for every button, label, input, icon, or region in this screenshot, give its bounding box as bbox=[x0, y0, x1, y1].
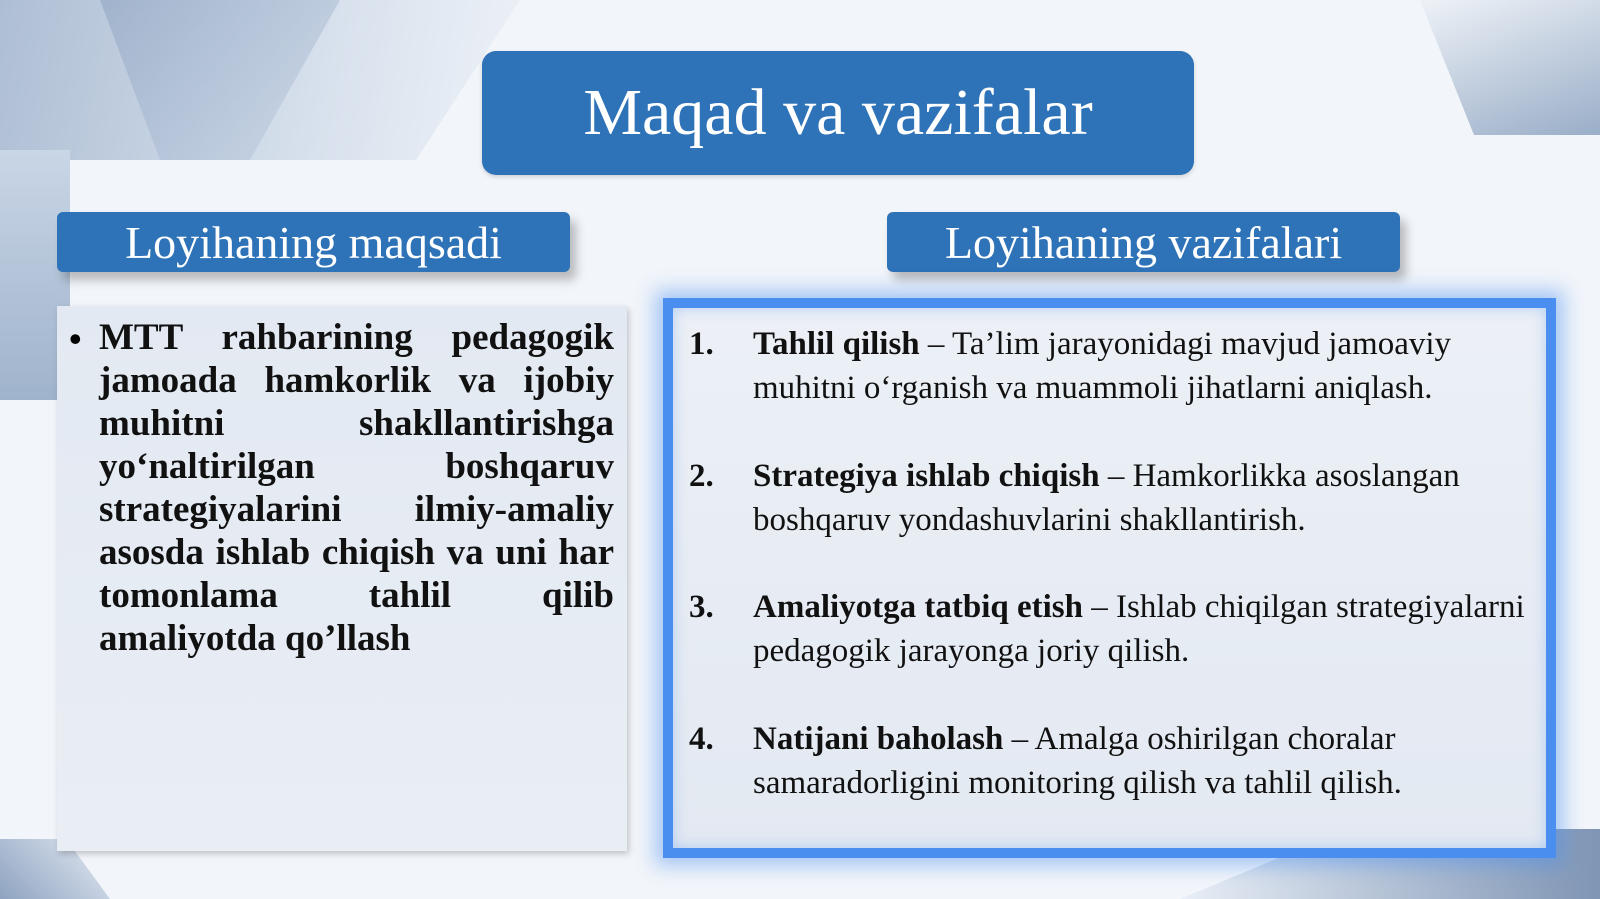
task-number: 1. bbox=[689, 326, 714, 362]
goal-header: Loyihaning maqsadi bbox=[57, 212, 570, 272]
tasks-header: Loyihaning vazifalari bbox=[887, 212, 1400, 272]
task-number: 3. bbox=[689, 589, 714, 625]
task-description: – Amalga oshirilgan choralar samaradorligini monitoring qilish va tahlil qilish. bbox=[753, 721, 1402, 801]
task-item bbox=[689, 585, 1539, 673]
task-title: Amaliyotga tatbiq etish bbox=[753, 589, 1083, 625]
task-description: – Ta’lim jarayonidagi mavjud jamoaviy muhitni o‘rganish va muammoli jihatlarni aniqlash. bbox=[753, 326, 1452, 406]
task-description: – Ishlab chiqilgan strategiyalarni pedagogik jarayonga joriy qilish. bbox=[753, 589, 1525, 669]
task-title: Tahlil qilish bbox=[753, 326, 920, 362]
task-title: Strategiya ishlab chiqish bbox=[753, 458, 1100, 494]
decor-shape bbox=[1420, 0, 1600, 135]
task-item bbox=[689, 717, 1539, 805]
slide-title: Maqad va vazifalar bbox=[482, 51, 1194, 175]
task-title: Natijani baholash bbox=[753, 721, 1004, 757]
task-number: 4. bbox=[689, 721, 714, 757]
tasks-panel bbox=[663, 298, 1556, 858]
goal-text: MTT rahbarining pedagogik jamoada hamkorlik va ijobiy muhitni shakllantirishga yo‘naltirilgan boshqaruv strategiyalarini ilmiy-amaliy asosda ishlab chiqish va uni har tomonlama tahlil qilib amaliyotda qo’llash bbox=[99, 317, 614, 659]
task-item bbox=[689, 322, 1539, 410]
task-item bbox=[689, 454, 1539, 542]
task-number: 2. bbox=[689, 458, 714, 494]
task-description: – Hamkorlikka asoslangan boshqaruv yondashuvlarini shakllantirish. bbox=[753, 458, 1460, 538]
goal-panel bbox=[57, 306, 627, 851]
bullet-marker: • bbox=[69, 319, 82, 359]
